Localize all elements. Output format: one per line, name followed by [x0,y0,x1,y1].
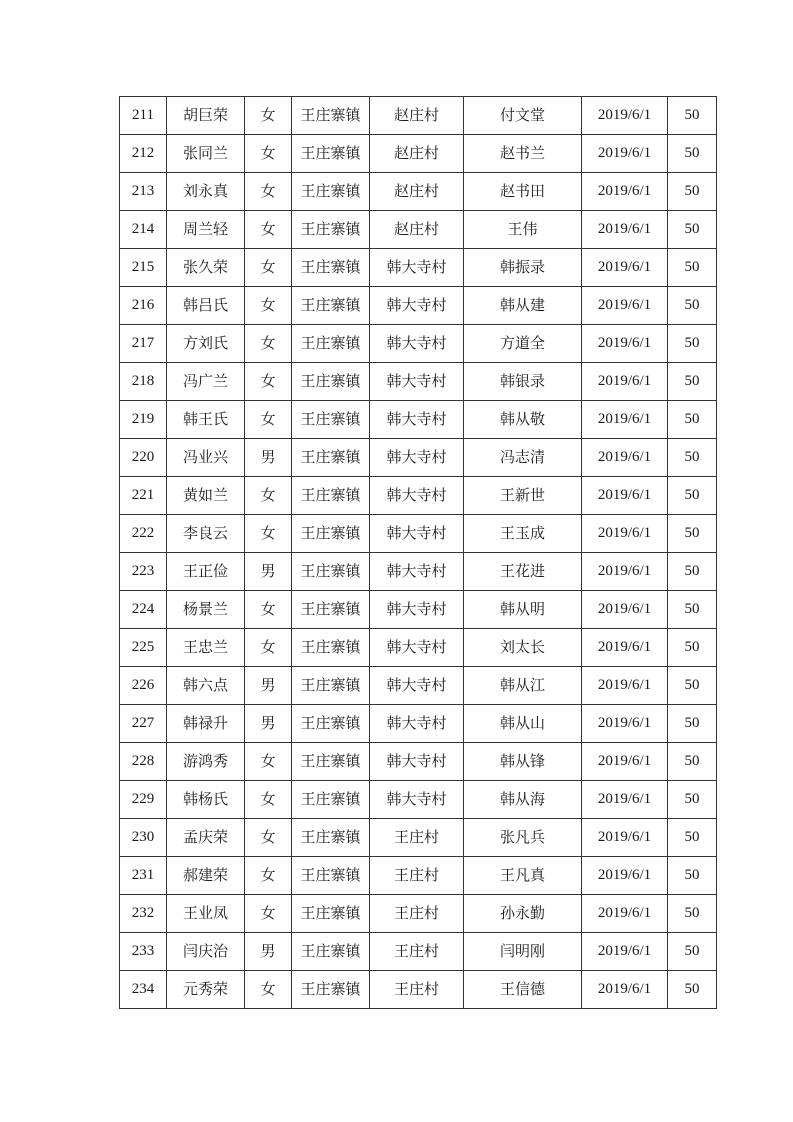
table-row [120,857,717,895]
table-row [120,743,717,781]
amount-cell: 50 [668,135,717,173]
gender-cell: 女 [245,591,292,629]
town-cell: 王庄寨镇 [292,173,370,211]
amount-cell: 50 [668,211,717,249]
village-cell: 韩大寺村 [370,363,464,401]
gender-cell: 女 [245,819,292,857]
name-cell: 元秀荣 [167,971,245,1009]
date-cell: 2019/6/1 [582,515,668,553]
table-row [120,515,717,553]
gender-cell: 女 [245,743,292,781]
amount-cell: 50 [668,743,717,781]
table-row [120,97,717,135]
date-cell: 2019/6/1 [582,933,668,971]
agent-cell: 王凡真 [464,857,582,895]
date-cell: 2019/6/1 [582,667,668,705]
village-cell: 赵庄村 [370,173,464,211]
date-cell: 2019/6/1 [582,477,668,515]
town-cell: 王庄寨镇 [292,819,370,857]
table-row [120,781,717,819]
agent-cell: 韩从敬 [464,401,582,439]
village-cell: 王庄村 [370,819,464,857]
village-cell: 韩大寺村 [370,515,464,553]
name-cell: 王正俭 [167,553,245,591]
table-row [120,363,717,401]
date-cell: 2019/6/1 [582,819,668,857]
gender-cell: 男 [245,705,292,743]
gender-cell: 女 [245,325,292,363]
table-row [120,667,717,705]
town-cell: 王庄寨镇 [292,933,370,971]
amount-cell: 50 [668,363,717,401]
village-cell: 韩大寺村 [370,477,464,515]
agent-cell: 孙永勤 [464,895,582,933]
agent-cell: 刘太长 [464,629,582,667]
town-cell: 王庄寨镇 [292,857,370,895]
gender-cell: 男 [245,439,292,477]
records-table-body [120,97,717,1009]
town-cell: 王庄寨镇 [292,477,370,515]
amount-cell: 50 [668,173,717,211]
village-cell: 王庄村 [370,857,464,895]
date-cell: 2019/6/1 [582,173,668,211]
town-cell: 王庄寨镇 [292,363,370,401]
gender-cell: 女 [245,363,292,401]
row-number-cell: 223 [120,553,167,591]
amount-cell: 50 [668,819,717,857]
name-cell: 李良云 [167,515,245,553]
amount-cell: 50 [668,971,717,1009]
amount-cell: 50 [668,477,717,515]
row-number-cell: 222 [120,515,167,553]
row-number-cell: 231 [120,857,167,895]
town-cell: 王庄寨镇 [292,439,370,477]
name-cell: 闫庆治 [167,933,245,971]
name-cell: 胡巨荣 [167,97,245,135]
row-number-cell: 228 [120,743,167,781]
name-cell: 韩禄升 [167,705,245,743]
agent-cell: 冯志清 [464,439,582,477]
gender-cell: 男 [245,933,292,971]
date-cell: 2019/6/1 [582,363,668,401]
town-cell: 王庄寨镇 [292,667,370,705]
village-cell: 韩大寺村 [370,553,464,591]
name-cell: 韩王氏 [167,401,245,439]
agent-cell: 韩从建 [464,287,582,325]
gender-cell: 女 [245,135,292,173]
date-cell: 2019/6/1 [582,135,668,173]
row-number-cell: 227 [120,705,167,743]
row-number-cell: 233 [120,933,167,971]
town-cell: 王庄寨镇 [292,515,370,553]
row-number-cell: 234 [120,971,167,1009]
amount-cell: 50 [668,439,717,477]
row-number-cell: 229 [120,781,167,819]
amount-cell: 50 [668,667,717,705]
table-row [120,477,717,515]
village-cell: 韩大寺村 [370,249,464,287]
agent-cell: 张凡兵 [464,819,582,857]
gender-cell: 女 [245,287,292,325]
table-row [120,895,717,933]
date-cell: 2019/6/1 [582,401,668,439]
gender-cell: 女 [245,211,292,249]
name-cell: 孟庆荣 [167,819,245,857]
amount-cell: 50 [668,401,717,439]
date-cell: 2019/6/1 [582,439,668,477]
village-cell: 赵庄村 [370,135,464,173]
gender-cell: 男 [245,667,292,705]
village-cell: 韩大寺村 [370,781,464,819]
agent-cell: 王玉成 [464,515,582,553]
row-number-cell: 225 [120,629,167,667]
gender-cell: 女 [245,97,292,135]
name-cell: 韩杨氏 [167,781,245,819]
town-cell: 王庄寨镇 [292,249,370,287]
gender-cell: 女 [245,629,292,667]
name-cell: 张同兰 [167,135,245,173]
town-cell: 王庄寨镇 [292,895,370,933]
village-cell: 赵庄村 [370,211,464,249]
gender-cell: 女 [245,781,292,819]
table-row [120,325,717,363]
row-number-cell: 224 [120,591,167,629]
table-row [120,705,717,743]
amount-cell: 50 [668,895,717,933]
table-row [120,135,717,173]
town-cell: 王庄寨镇 [292,287,370,325]
village-cell: 韩大寺村 [370,591,464,629]
agent-cell: 韩从锋 [464,743,582,781]
table-row [120,173,717,211]
town-cell: 王庄寨镇 [292,401,370,439]
amount-cell: 50 [668,325,717,363]
amount-cell: 50 [668,515,717,553]
date-cell: 2019/6/1 [582,705,668,743]
agent-cell: 韩银录 [464,363,582,401]
table-row [120,933,717,971]
gender-cell: 女 [245,895,292,933]
agent-cell: 韩从明 [464,591,582,629]
gender-cell: 女 [245,173,292,211]
amount-cell: 50 [668,287,717,325]
name-cell: 韩吕氏 [167,287,245,325]
records-table [119,96,717,1009]
name-cell: 游鸿秀 [167,743,245,781]
date-cell: 2019/6/1 [582,743,668,781]
town-cell: 王庄寨镇 [292,135,370,173]
village-cell: 韩大寺村 [370,667,464,705]
agent-cell: 韩从江 [464,667,582,705]
town-cell: 王庄寨镇 [292,971,370,1009]
town-cell: 王庄寨镇 [292,591,370,629]
row-number-cell: 216 [120,287,167,325]
amount-cell: 50 [668,933,717,971]
agent-cell: 王新世 [464,477,582,515]
town-cell: 王庄寨镇 [292,553,370,591]
name-cell: 韩六点 [167,667,245,705]
gender-cell: 女 [245,515,292,553]
town-cell: 王庄寨镇 [292,211,370,249]
village-cell: 赵庄村 [370,97,464,135]
table-row [120,819,717,857]
agent-cell: 闫明刚 [464,933,582,971]
agent-cell: 方道全 [464,325,582,363]
village-cell: 韩大寺村 [370,325,464,363]
gender-cell: 女 [245,971,292,1009]
agent-cell: 韩从海 [464,781,582,819]
table-row [120,211,717,249]
amount-cell: 50 [668,857,717,895]
agent-cell: 王伟 [464,211,582,249]
amount-cell: 50 [668,781,717,819]
amount-cell: 50 [668,249,717,287]
row-number-cell: 213 [120,173,167,211]
name-cell: 王业凤 [167,895,245,933]
agent-cell: 韩从山 [464,705,582,743]
table-row [120,439,717,477]
agent-cell: 付文堂 [464,97,582,135]
table-row [120,249,717,287]
agent-cell: 韩振录 [464,249,582,287]
name-cell: 郝建荣 [167,857,245,895]
date-cell: 2019/6/1 [582,857,668,895]
name-cell: 周兰轻 [167,211,245,249]
amount-cell: 50 [668,97,717,135]
name-cell: 冯业兴 [167,439,245,477]
date-cell: 2019/6/1 [582,287,668,325]
date-cell: 2019/6/1 [582,97,668,135]
agent-cell: 赵书兰 [464,135,582,173]
village-cell: 韩大寺村 [370,439,464,477]
row-number-cell: 220 [120,439,167,477]
name-cell: 冯广兰 [167,363,245,401]
village-cell: 王庄村 [370,933,464,971]
village-cell: 王庄村 [370,895,464,933]
gender-cell: 女 [245,249,292,287]
row-number-cell: 218 [120,363,167,401]
village-cell: 韩大寺村 [370,287,464,325]
name-cell: 黄如兰 [167,477,245,515]
row-number-cell: 214 [120,211,167,249]
row-number-cell: 219 [120,401,167,439]
village-cell: 韩大寺村 [370,743,464,781]
amount-cell: 50 [668,705,717,743]
row-number-cell: 232 [120,895,167,933]
date-cell: 2019/6/1 [582,325,668,363]
name-cell: 方刘氏 [167,325,245,363]
village-cell: 韩大寺村 [370,629,464,667]
town-cell: 王庄寨镇 [292,705,370,743]
date-cell: 2019/6/1 [582,211,668,249]
row-number-cell: 221 [120,477,167,515]
table-row [120,591,717,629]
table-row [120,971,717,1009]
amount-cell: 50 [668,629,717,667]
date-cell: 2019/6/1 [582,249,668,287]
row-number-cell: 226 [120,667,167,705]
name-cell: 王忠兰 [167,629,245,667]
name-cell: 刘永真 [167,173,245,211]
town-cell: 王庄寨镇 [292,781,370,819]
date-cell: 2019/6/1 [582,591,668,629]
row-number-cell: 217 [120,325,167,363]
agent-cell: 王信德 [464,971,582,1009]
village-cell: 韩大寺村 [370,401,464,439]
date-cell: 2019/6/1 [582,895,668,933]
date-cell: 2019/6/1 [582,971,668,1009]
town-cell: 王庄寨镇 [292,629,370,667]
town-cell: 王庄寨镇 [292,743,370,781]
agent-cell: 王花进 [464,553,582,591]
date-cell: 2019/6/1 [582,629,668,667]
table-row [120,287,717,325]
table-row [120,401,717,439]
town-cell: 王庄寨镇 [292,97,370,135]
date-cell: 2019/6/1 [582,553,668,591]
date-cell: 2019/6/1 [582,781,668,819]
agent-cell: 赵书田 [464,173,582,211]
town-cell: 王庄寨镇 [292,325,370,363]
gender-cell: 男 [245,553,292,591]
amount-cell: 50 [668,591,717,629]
table-row [120,629,717,667]
name-cell: 张久荣 [167,249,245,287]
amount-cell: 50 [668,553,717,591]
table-row [120,553,717,591]
gender-cell: 女 [245,401,292,439]
village-cell: 韩大寺村 [370,705,464,743]
row-number-cell: 212 [120,135,167,173]
row-number-cell: 230 [120,819,167,857]
village-cell: 王庄村 [370,971,464,1009]
gender-cell: 女 [245,857,292,895]
row-number-cell: 211 [120,97,167,135]
gender-cell: 女 [245,477,292,515]
row-number-cell: 215 [120,249,167,287]
name-cell: 杨景兰 [167,591,245,629]
